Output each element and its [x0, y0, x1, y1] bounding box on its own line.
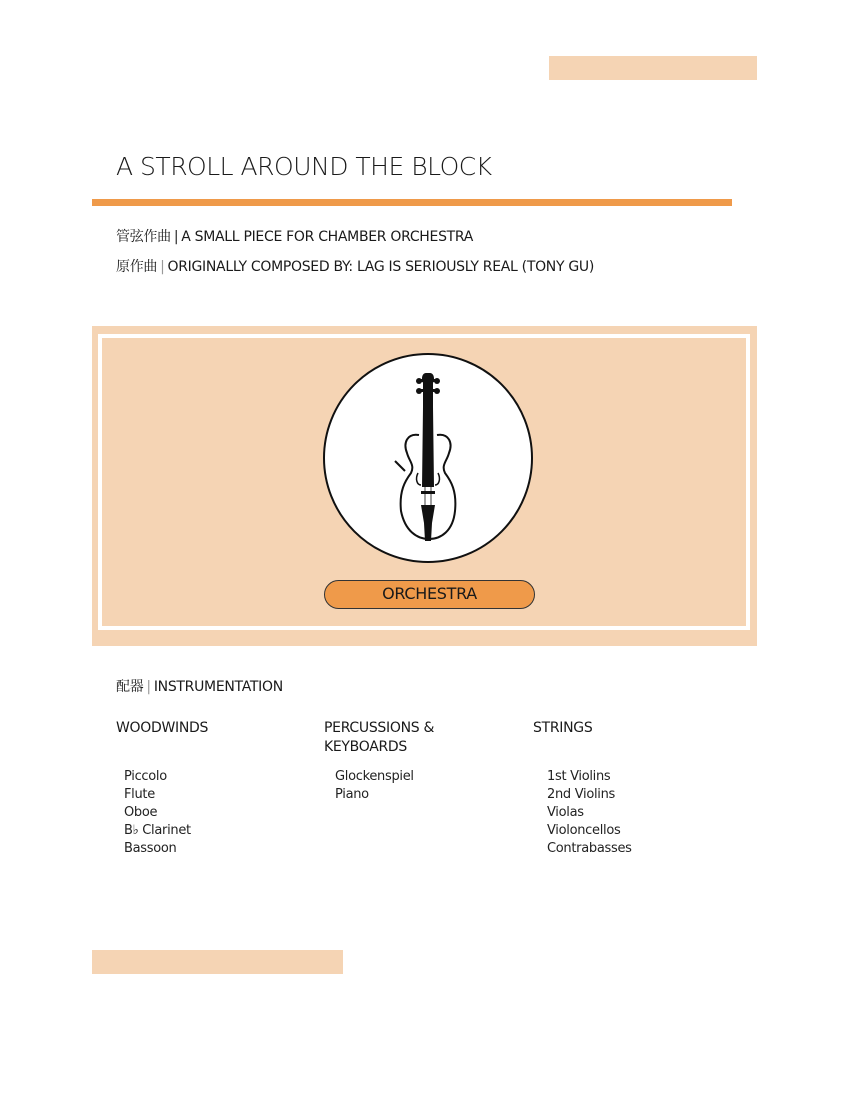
- instrument-item: 1st Violins: [547, 769, 611, 784]
- instrumentation-text: INSTRUMENTATION: [153, 679, 283, 695]
- instrumentation-heading: [116, 676, 283, 696]
- instrument-item: Flute: [124, 787, 155, 802]
- instrument-item: Contrabasses: [547, 841, 632, 856]
- subtitle-line-1: [116, 226, 473, 246]
- orchestra-badge: ORCHESTRA: [324, 580, 535, 609]
- composer-text: ORIGINALLY COMPOSED BY: LAG IS SERIOUSLY REAL (TONY GU): [167, 259, 595, 275]
- strings-column: [533, 719, 723, 858]
- violin-icon: [325, 355, 531, 561]
- instrument-item: B♭ Clarinet: [124, 823, 191, 838]
- column-heading: STRINGS: [533, 720, 593, 736]
- subtitle-line-2: [116, 256, 594, 276]
- column-heading: WOODWINDS: [116, 720, 209, 736]
- instrument-item: Glockenspiel: [335, 769, 414, 784]
- subtitle-cn: 原作曲: [116, 259, 158, 275]
- violin-emblem: [323, 353, 533, 563]
- separator: |: [146, 679, 151, 695]
- separator: |: [160, 259, 165, 275]
- instrument-item: Violas: [547, 805, 584, 820]
- instrument-item: Piccolo: [124, 769, 167, 784]
- instrument-item: Violoncellos: [547, 823, 621, 838]
- instrument-item: Oboe: [124, 805, 158, 820]
- column-heading: PERCUSSIONS & KEYBOARDS: [324, 720, 435, 755]
- decorative-bottom-bar: [92, 950, 343, 974]
- instrumentation-cn: 配器: [116, 679, 144, 695]
- woodwinds-column: [116, 719, 306, 858]
- percussion-column: [324, 719, 474, 804]
- instrument-item: Bassoon: [124, 841, 177, 856]
- subtitle-text: A SMALL PIECE FOR CHAMBER ORCHESTRA: [181, 229, 474, 245]
- subtitle-cn: 管弦作曲: [116, 229, 171, 245]
- decorative-top-bar: [549, 56, 757, 80]
- instrument-item: Piano: [335, 787, 369, 802]
- instrument-item: 2nd Violins: [547, 787, 616, 802]
- page-title: A STROLL AROUND THE BLOCK: [116, 152, 492, 181]
- title-rule: [92, 199, 732, 206]
- separator: |: [173, 229, 179, 245]
